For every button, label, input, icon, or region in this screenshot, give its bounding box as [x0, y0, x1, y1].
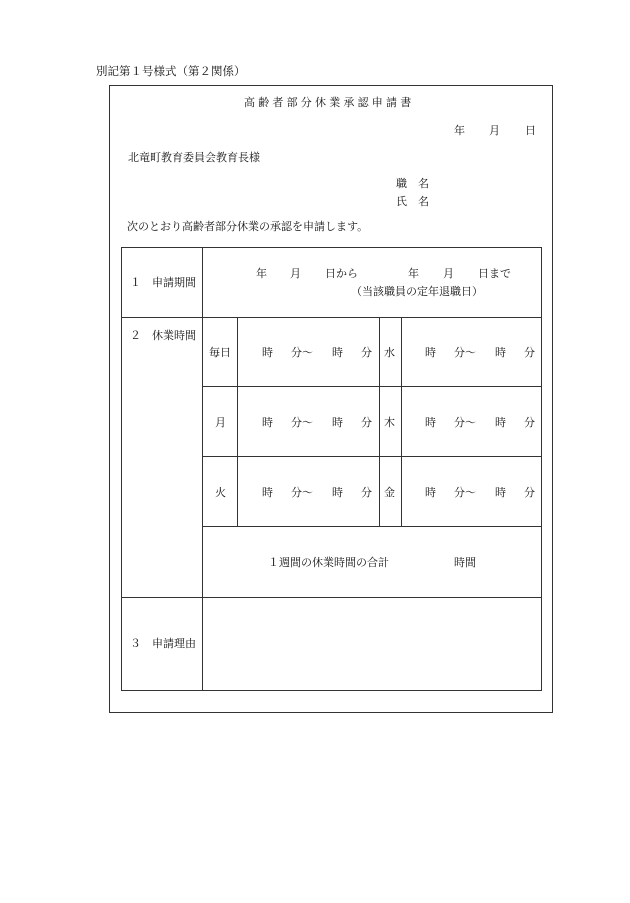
time-from-min: 分〜 [291, 416, 313, 429]
time-to-hour: 時 [332, 486, 343, 499]
form-label: 別記第１号様式（第２関係） [96, 64, 246, 78]
date-month-label: 月 [489, 124, 500, 137]
day-label-friday: 金 [384, 486, 395, 499]
day-col-mid-divider [379, 317, 380, 526]
time-from-min: 分〜 [291, 346, 313, 359]
row-label-reason: ３ 申請理由 [130, 637, 196, 650]
time-from-min: 分〜 [454, 416, 476, 429]
time-to-min: 分 [361, 346, 372, 359]
intro-text: 次のとおり高齢者部分休業の承認を申請します。 [127, 220, 369, 233]
row-label-application-period: １ 申請期間 [130, 276, 196, 289]
time-to-hour: 時 [332, 346, 343, 359]
time-to-hour: 時 [495, 486, 506, 499]
day-row3-bottom-line [202, 526, 542, 527]
time-from-hour: 時 [425, 486, 436, 499]
time-from-min: 分〜 [454, 486, 476, 499]
period-from-day: 日から [325, 267, 358, 280]
day-row2-bottom-line [202, 456, 542, 457]
date-year-label: 年 [454, 124, 465, 137]
date-day-label: 日 [525, 124, 536, 137]
weekly-total-unit: 時間 [454, 556, 476, 569]
time-to-min: 分 [524, 486, 535, 499]
table-label-divider [202, 247, 203, 691]
form-title: 高齢者部分休業承認申請書 [244, 96, 415, 109]
day-label-tuesday: 火 [215, 486, 226, 499]
day-label-wednesday: 水 [384, 346, 395, 359]
reason-field[interactable] [204, 599, 540, 689]
weekly-total-label: １週間の休業時間の合計 [268, 556, 389, 569]
time-from-hour: 時 [262, 486, 273, 499]
row-label-leave-hours: ２ 休業時間 [130, 329, 196, 342]
addressee: 北竜町教育委員会教育長様 [128, 151, 260, 164]
row1-bottom-line [121, 317, 542, 318]
day-label-everyday: 毎日 [209, 346, 231, 359]
day-col-left-divider [237, 317, 238, 526]
time-from-min: 分〜 [454, 346, 476, 359]
time-from-hour: 時 [262, 416, 273, 429]
time-from-hour: 時 [425, 346, 436, 359]
time-to-min: 分 [524, 346, 535, 359]
period-note: （当該職員の定年退職日） [351, 285, 483, 298]
row2-bottom-line [121, 597, 542, 598]
period-to-year: 年 [408, 267, 419, 280]
time-to-hour: 時 [332, 416, 343, 429]
day-label-thursday: 木 [384, 416, 395, 429]
day-label-monday: 月 [215, 416, 226, 429]
period-from-month: 月 [290, 267, 301, 280]
day-row1-bottom-line [202, 386, 542, 387]
time-to-min: 分 [361, 416, 372, 429]
period-to-day: 日まで [478, 267, 511, 280]
time-from-hour: 時 [425, 416, 436, 429]
day-col-right-divider [401, 317, 402, 526]
time-to-min: 分 [524, 416, 535, 429]
period-to-month: 月 [443, 267, 454, 280]
time-from-hour: 時 [262, 346, 273, 359]
time-to-hour: 時 [495, 346, 506, 359]
applicant-position-label: 職 名 [396, 177, 429, 190]
time-to-hour: 時 [495, 416, 506, 429]
period-from-year: 年 [256, 267, 267, 280]
applicant-name-label: 氏 名 [396, 195, 429, 208]
time-from-min: 分〜 [291, 486, 313, 499]
time-to-min: 分 [361, 486, 372, 499]
